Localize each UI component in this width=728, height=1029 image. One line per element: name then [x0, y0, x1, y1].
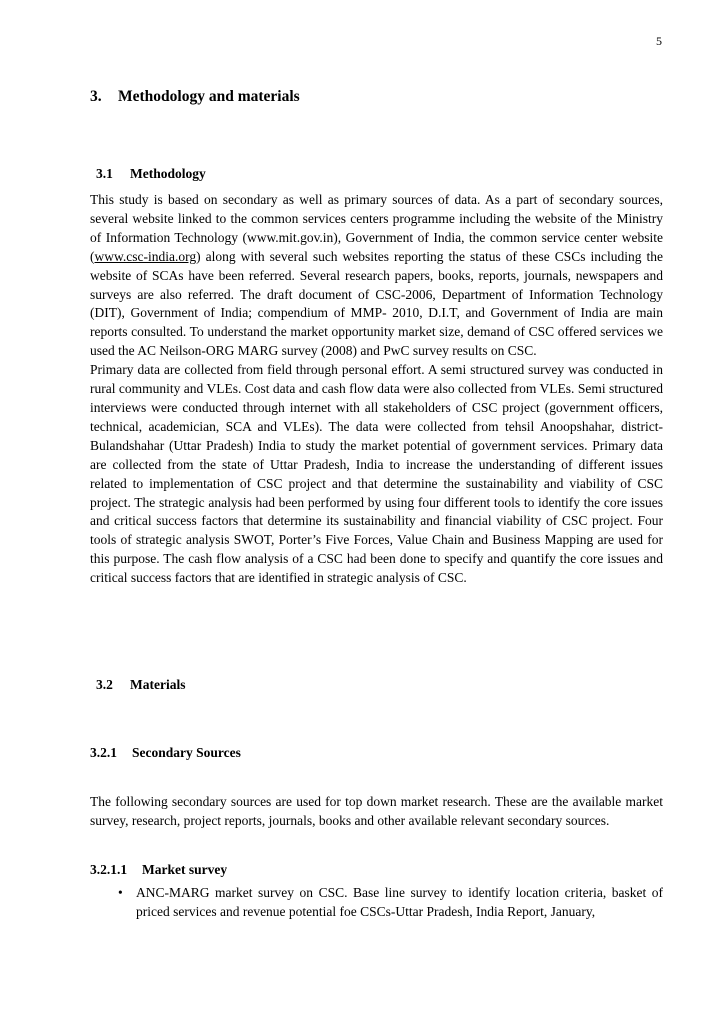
section-number: 3.1	[96, 166, 113, 181]
csc-india-link[interactable]: www.csc-india.org	[94, 248, 197, 264]
list-item	[90, 884, 663, 922]
subsubsection-title: Market survey	[142, 862, 228, 877]
subsubsection-number: 3.2.1.1	[90, 862, 128, 877]
methodology-body	[90, 191, 663, 588]
chapter-title: Methodology and materials	[118, 88, 300, 105]
paragraph-text: This study is based on secondary as well as primary sources of data. As a part of secondary sources, several website linked to the common services centers programme including the website of the Ministry of Information Technology (www.mit.gov.in), Government of India, the common service center website (	[90, 192, 663, 264]
subsubsection-heading-market-survey	[90, 862, 227, 878]
subsection-number: 3.2.1	[90, 745, 117, 760]
bullet-icon: •	[118, 885, 123, 900]
methodology-paragraph-1	[90, 191, 663, 361]
paragraph-text: ) along with several such websites reporting the status of these CSCs including the website of SCAs have been referred. Several research papers, books, reports, journals, newspapers and surveys are also referred. The draft document of CSC-2006, Department of Information Technology (DIT), Government of India; compendium of MMP- 2010, D.I.T, and Government of India are main reports consulted. To understand the market opportunity market size, demand of CSC offered services we used the AC Neilson-ORG MARG survey (2008) and PwC survey results on CSC.	[90, 248, 663, 359]
chapter-heading	[90, 88, 300, 106]
secondary-sources-body	[90, 793, 663, 831]
market-survey-list	[90, 884, 663, 922]
subsection-heading-secondary-sources	[90, 745, 241, 761]
section-title: Materials	[130, 677, 186, 692]
section-heading-materials	[96, 677, 185, 693]
chapter-number: 3.	[90, 88, 102, 105]
methodology-paragraph-2: Primary data are collected from field through personal effort. A semi structured survey was conducted in rural community and VLEs. Cost data and cash flow data were also collected from VLEs. Semi structured interviews were conducted through internet with all stakeholders of CSC project (government officers, technical, academician, SCA and VLEs). The data were collected from tehsil Anoopshahar, district-Bulandshahar (Uttar Pradesh) India to study the market potential of government services. Primary data are collected from the state of Uttar Pradesh, India to increase the understanding of different issues related to implementation of CSC project and that determine the sustainability and viability of CSC project. The strategic analysis had been performed by using four different tools to identify the core issues and critical success factors that determine its sustainability and financial viability of CSC project. Four tools of strategic analysis SWOT, Porter’s Five Forces, Value Chain and Business Mapping are used for this purpose. The cash flow analysis of a CSC had been done to specify and quantify the core issues and critical success factors that are identified in strategic analysis of CSC.	[90, 362, 663, 586]
subsection-title: Secondary Sources	[132, 745, 241, 760]
section-heading-methodology	[96, 166, 206, 182]
list-item-text: ANC-MARG market survey on CSC. Base line survey to identify location criteria, basket of priced services and revenue potential foe CSCs-Uttar Pradesh, India Report, January,	[136, 885, 663, 919]
secondary-sources-paragraph: The following secondary sources are used for top down market research. These are the available market survey, research, project reports, journals, books and other available relevant secondary sources.	[90, 794, 663, 828]
section-number: 3.2	[96, 677, 113, 692]
section-title: Methodology	[130, 166, 206, 181]
page-number: 5	[656, 34, 662, 48]
